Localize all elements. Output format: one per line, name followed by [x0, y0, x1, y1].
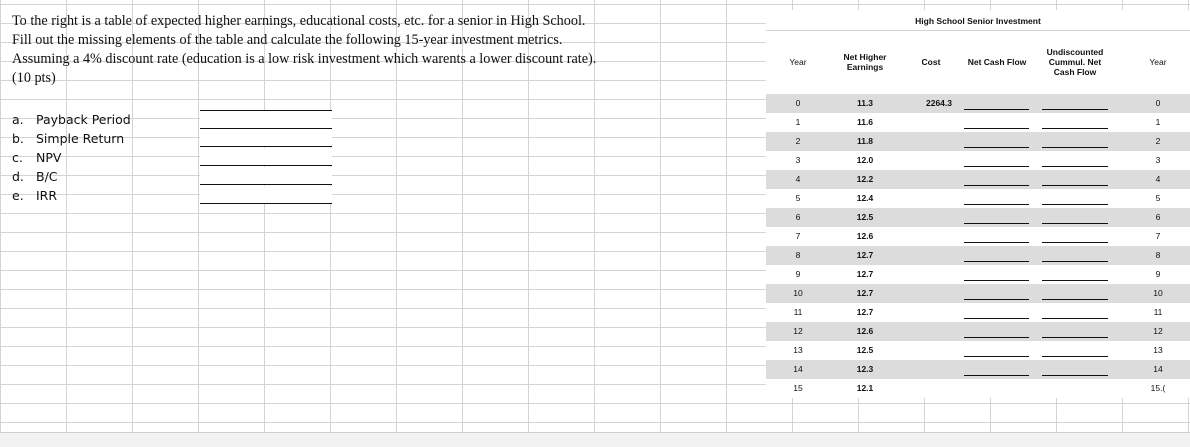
question-payback-period: [12, 110, 342, 129]
cumulative-cash-flow-input[interactable]: [1042, 223, 1108, 224]
year-cell: 4: [795, 174, 801, 184]
year-right-cell: 13: [1153, 345, 1163, 355]
year-right-cell: 6: [1155, 212, 1161, 222]
year-right-cell: 0: [1155, 98, 1161, 108]
question-label: IRR: [36, 188, 58, 203]
question-simple-return: [12, 129, 342, 148]
net-cash-flow-input[interactable]: [964, 185, 1029, 186]
table-row: [766, 189, 1190, 208]
net-cash-flow-input[interactable]: [964, 166, 1029, 167]
question-label: Simple Return: [36, 131, 125, 146]
year-right-cell: 2: [1155, 136, 1161, 146]
year-cell: 15: [793, 383, 803, 393]
year-cell: 0: [795, 98, 801, 108]
question-letter: d.: [12, 169, 24, 184]
year-right-cell: 8: [1155, 250, 1161, 260]
year-cell: 9: [795, 269, 801, 279]
earnings-cell: 11.6: [856, 117, 874, 127]
cumulative-cash-flow-input[interactable]: [1042, 356, 1108, 357]
table-row: [766, 208, 1190, 227]
earnings-cell: 12.7: [856, 269, 874, 279]
sheet-bottom-bar: [0, 432, 1190, 447]
earnings-cell: 12.1: [856, 383, 874, 393]
cumulative-cash-flow-input[interactable]: [1042, 204, 1108, 205]
instruction-line: Assuming a 4% discount rate (education is a low risk investment which warents a lower discount rate).: [12, 51, 597, 67]
table-row: [766, 113, 1190, 132]
header-net-higher-earnings: Net Higher Earnings: [843, 52, 887, 72]
question-npv: [12, 148, 342, 167]
net-cash-flow-input[interactable]: [964, 242, 1029, 243]
earnings-cell: 12.6: [856, 231, 874, 241]
earnings-cell: 12.4: [856, 193, 874, 203]
cumulative-cash-flow-input[interactable]: [1042, 337, 1108, 338]
earnings-cell: 12.6: [856, 326, 874, 336]
year-right-cell: 3: [1155, 155, 1161, 165]
answer-cell-npv[interactable]: [200, 148, 332, 166]
net-cash-flow-input[interactable]: [964, 128, 1029, 129]
table-row: [766, 360, 1190, 379]
year-cell: 14: [793, 364, 803, 374]
table-row: [766, 132, 1190, 151]
table-row: [766, 227, 1190, 246]
question-label: Payback Period: [36, 112, 131, 127]
instructions-text: [12, 12, 642, 88]
table-row: [766, 303, 1190, 322]
header-year-right: Year: [1149, 57, 1167, 67]
year-right-cell: 1: [1155, 117, 1161, 127]
year-cell: 3: [795, 155, 801, 165]
cumulative-cash-flow-input[interactable]: [1042, 109, 1108, 110]
table-row: [766, 379, 1190, 398]
net-cash-flow-input[interactable]: [964, 356, 1029, 357]
earnings-cell: 12.2: [856, 174, 874, 184]
instruction-line: Fill out the missing elements of the table and calculate the following 15-year investment metrics.: [12, 32, 563, 48]
cumulative-cash-flow-input[interactable]: [1042, 128, 1108, 129]
year-right-cell: 11: [1153, 307, 1163, 317]
earnings-cell: 12.7: [856, 288, 874, 298]
cumulative-cash-flow-input[interactable]: [1042, 147, 1108, 148]
earnings-cell: 12.7: [856, 250, 874, 260]
header-net-cash-flow: Net Cash Flow: [967, 57, 1027, 67]
net-cash-flow-input[interactable]: [964, 109, 1029, 110]
cost-cell: 2264.3: [926, 98, 952, 108]
answer-cell-bc[interactable]: [200, 167, 332, 185]
question-label: NPV: [36, 150, 62, 165]
question-letter: e.: [12, 188, 24, 203]
net-cash-flow-input[interactable]: [964, 337, 1029, 338]
cumulative-cash-flow-input[interactable]: [1042, 280, 1108, 281]
earnings-cell: 11.8: [856, 136, 874, 146]
year-cell: 13: [793, 345, 803, 355]
instruction-line: To the right is a table of expected higher earnings, educational costs, etc. for a senior in High School.: [12, 13, 586, 29]
header-year: Year: [789, 57, 807, 67]
header-cost: Cost: [921, 57, 941, 67]
table-row: [766, 151, 1190, 170]
net-cash-flow-input[interactable]: [964, 375, 1029, 376]
cumulative-cash-flow-input[interactable]: [1042, 166, 1108, 167]
investment-table: [766, 10, 1190, 398]
table-title: High School Senior Investment: [766, 10, 1190, 31]
header-undiscounted-cumulative: Undiscounted Cummul. Net Cash Flow: [1046, 47, 1104, 77]
year-cell: 7: [795, 231, 801, 241]
cumulative-cash-flow-input[interactable]: [1042, 242, 1108, 243]
year-right-cell: 10: [1153, 288, 1163, 298]
net-cash-flow-input[interactable]: [964, 147, 1029, 148]
answer-cell-payback-period[interactable]: [200, 110, 332, 129]
table-row: [766, 322, 1190, 341]
table-row: [766, 265, 1190, 284]
net-cash-flow-input[interactable]: [964, 318, 1029, 319]
year-cell: 10: [793, 288, 803, 298]
year-cell: 8: [795, 250, 801, 260]
question-letter: a.: [12, 112, 24, 127]
table-row: [766, 170, 1190, 189]
year-right-cell: 15.(: [1150, 383, 1166, 393]
year-right-cell: 7: [1155, 231, 1161, 241]
earnings-cell: 12.7: [856, 307, 874, 317]
net-cash-flow-input[interactable]: [964, 280, 1029, 281]
table-row: [766, 246, 1190, 265]
question-bc: [12, 167, 342, 186]
table-row: [766, 94, 1190, 113]
earnings-cell: 12.5: [856, 345, 874, 355]
net-cash-flow-input[interactable]: [964, 299, 1029, 300]
net-cash-flow-input[interactable]: [964, 223, 1029, 224]
year-right-cell: 4: [1155, 174, 1161, 184]
year-right-cell: 12: [1153, 326, 1163, 336]
answer-cell-simple-return[interactable]: [200, 129, 332, 147]
year-right-cell: 14: [1153, 364, 1163, 374]
year-cell: 12: [793, 326, 803, 336]
answer-cell-irr[interactable]: [200, 186, 332, 204]
table-row: [766, 284, 1190, 303]
table-row: [766, 341, 1190, 360]
net-cash-flow-input[interactable]: [964, 204, 1029, 205]
cumulative-cash-flow-input[interactable]: [1042, 375, 1108, 376]
year-cell: 11: [793, 307, 803, 317]
cumulative-cash-flow-input[interactable]: [1042, 299, 1108, 300]
year-cell: 1: [795, 117, 801, 127]
cumulative-cash-flow-input[interactable]: [1042, 318, 1108, 319]
year-cell: 6: [795, 212, 801, 222]
question-irr: [12, 186, 342, 205]
year-right-cell: 9: [1155, 269, 1161, 279]
question-letter: b.: [12, 131, 24, 146]
year-right-cell: 5: [1155, 193, 1161, 203]
year-cell: 5: [795, 193, 801, 203]
question-letter: c.: [12, 150, 23, 165]
cumulative-cash-flow-input[interactable]: [1042, 261, 1108, 262]
earnings-cell: 11.3: [856, 98, 874, 108]
question-label: B/C: [36, 169, 58, 184]
net-cash-flow-input[interactable]: [964, 261, 1029, 262]
cumulative-cash-flow-input[interactable]: [1042, 185, 1108, 186]
earnings-cell: 12.3: [856, 364, 874, 374]
metrics-questions: [12, 110, 342, 205]
earnings-cell: 12.5: [856, 212, 874, 222]
year-cell: 2: [795, 136, 801, 146]
earnings-cell: 12.0: [856, 155, 874, 165]
instruction-line: (10 pts): [12, 70, 56, 86]
